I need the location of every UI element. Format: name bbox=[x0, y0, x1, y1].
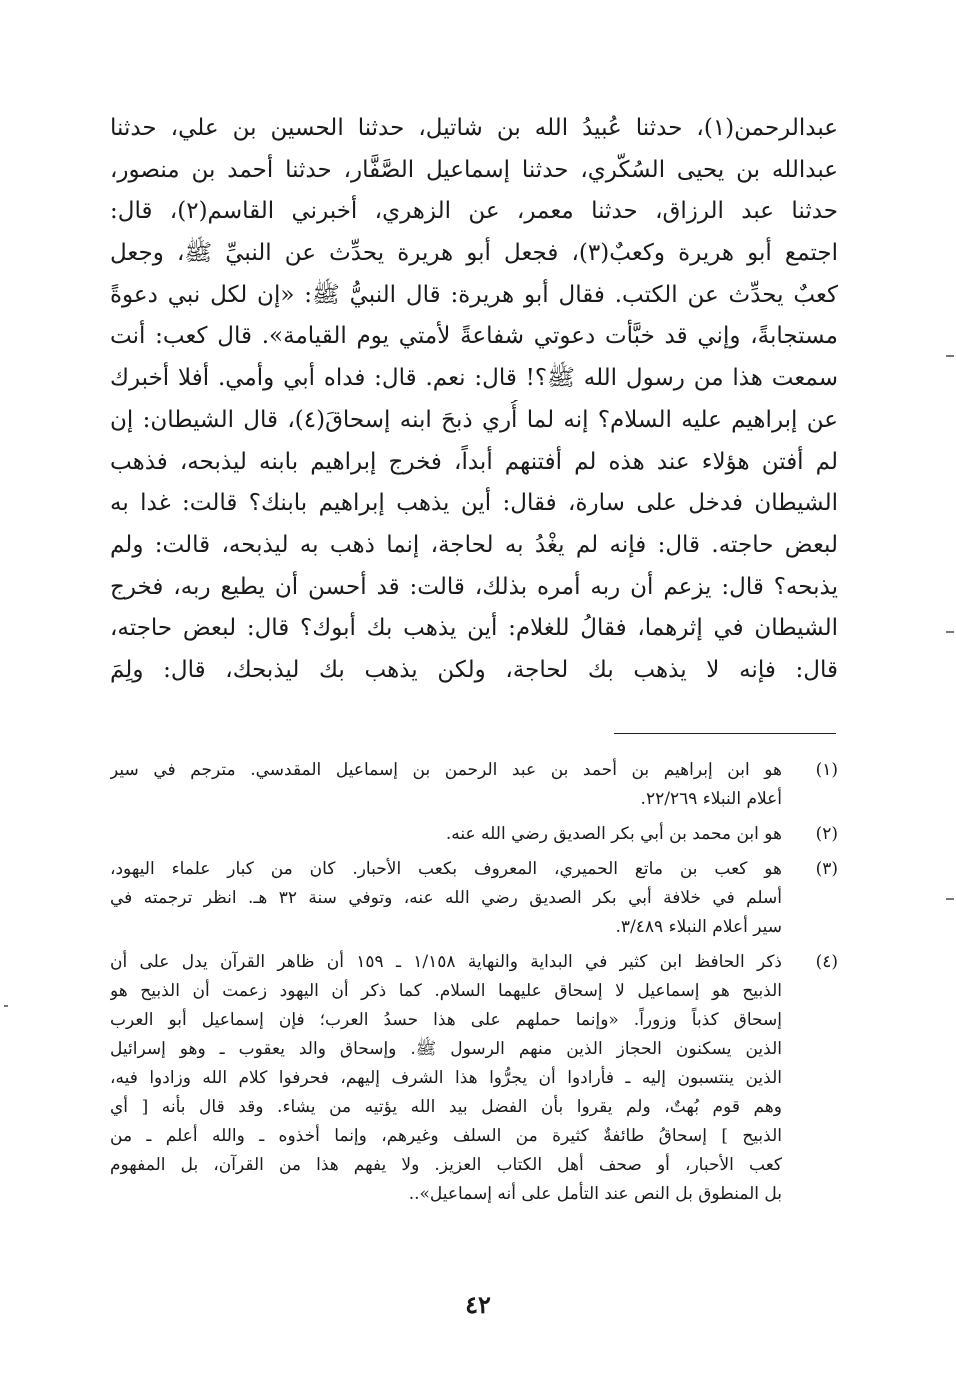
footnote bbox=[110, 948, 838, 1209]
footnote-line: بل المنطوق بل النص عند التأمل على أنه إسماعيل».. bbox=[408, 1184, 782, 1204]
text-line: عن إبراهيم عليه السلام؟ إنه لما أُري ذبحَ ابنه إسحاقَ(٤)، قال الشيطان: إن bbox=[110, 406, 838, 433]
footnote-line: إسحاق كذباً وزوراً. «وإنما حملهم على هذا حسدُ العرب؛ فإن إسماعيل أبو العرب bbox=[110, 1010, 782, 1030]
footnote-line: كعب الأحبار، أو صحف أهل الكتاب العزيز. ولا يفهم هذا من القرآن، بل المفهوم bbox=[110, 1155, 782, 1175]
footnote-line: الذبيح هو إسماعيل لا إسحاق عليهما السلام. كما ذكر أن اليهود زعمت أن الذبيح هو bbox=[110, 981, 782, 1001]
text-line: عبدالله بن يحيى السُكّري، حدثنا إسماعيل الصَّفَّار، حدثنا أحمد بن منصور، bbox=[110, 156, 838, 183]
footnote-line: أعلام النبلاء ٢٢/٢٦٩. bbox=[640, 789, 782, 809]
footnote bbox=[110, 756, 838, 814]
footnote-line: ذكر الحافظ ابن كثير في البداية والنهاية ١/١٥٨ ـ ١٥٩ أن ظاهر القرآن يدل على أن bbox=[110, 952, 782, 972]
text-line: سمعت هذا من رسول الله ﷺ؟! قال: نعم. قال: فداه أبي وأمي. أفلا أخبرك bbox=[110, 365, 838, 392]
text-line: لبعض حاجته. قال: فإنه لم يغْدُ به لحاجة، إنما ذهب به ليذبحه، قالت: ولم bbox=[110, 531, 838, 558]
footnote-line: الذين يسكنون الحجاز الذين منهم الرسول ﷺ. وإسحاق والد يعقوب ـ وهو إسرائيل bbox=[110, 1039, 782, 1059]
footnote-line: سير أعلام النبلاء ٣/٤٨٩. bbox=[615, 917, 782, 937]
text-line: كعبٌ يحدِّث عن الكتب. فقال أبو هريرة: قال النبيُّ ﷺ: «إن لكل نبي دعوةً bbox=[110, 281, 838, 308]
text-line: لم أفتن هؤلاء عند هذه لم أفتنهم أبداً، فخرج إبراهيم بابنه ليذبحه، فذهب bbox=[110, 448, 838, 475]
footnote-line: الذبيح ] إسحاقُ طائفةٌ كثيرة من السلف وغيرهم، وإنما أخذوه ـ والله أعلم ـ من bbox=[110, 1126, 782, 1146]
scan-mark bbox=[946, 631, 954, 633]
scan-mark bbox=[4, 1005, 8, 1007]
footnote bbox=[110, 855, 838, 942]
footnote-line: وهم قوم بُهتٌ، ولم يقروا بأن الفضل بيد الله يؤتيه من يشاء. وقد قال بأنه [ أي bbox=[110, 1097, 782, 1117]
footnote-line: هو ابن محمد بن أبي بكر الصديق رضي الله عنه. bbox=[445, 824, 782, 844]
text-line: حدثنا عبد الرزاق، حدثنا معمر، عن الزهري، أخبرني القاسم(٢)، قال: bbox=[110, 198, 838, 225]
footnotes bbox=[110, 756, 838, 1215]
footnote-number: (٢) bbox=[815, 824, 838, 844]
text-line: عبدالرحمن(١)، حدثنا عُبيدُ الله بن شاتيل، حدثنا الحسين بن علي، حدثنا bbox=[110, 115, 838, 141]
footnote-line: الذين ينتسبون إليه ـ فأرادوا أن يجرُّوا هذا الشرف إليهم، فحرفوا كلام الله وزادوا فيه، bbox=[110, 1068, 782, 1088]
scan-mark bbox=[946, 898, 954, 900]
text-line: اجتمع أبو هريرة وكعبٌ(٣)، فجعل أبو هريرة يحدِّث عن النبيِّ ﷺ، وجعل bbox=[110, 240, 838, 267]
footnote-separator bbox=[614, 733, 836, 734]
footnote bbox=[110, 820, 838, 849]
footnote-number: (١) bbox=[815, 760, 838, 780]
text-line: الشيطان في إثرهما، فقالُ للغلام: أين يذهب بك أبوك؟ قال: لبعض حاجته، bbox=[110, 615, 838, 642]
footnote-line: هو ابن إبراهيم بن أحمد بن عبد الرحمن بن إسماعيل المقدسي. مترجم في سير bbox=[110, 760, 782, 780]
scan-mark bbox=[946, 355, 954, 357]
footnote-number: (٣) bbox=[815, 859, 838, 879]
footnote-line: أسلم في خلافة أبي بكر الصديق رضي الله عنه، وتوفي سنة ٣٢ هـ. انظر ترجمته في bbox=[110, 888, 782, 908]
main-text bbox=[110, 108, 838, 692]
text-line: الشيطان فدخل على سارة، فقال: أين يذهب إبراهيم بابنك؟ قالت: غدا به bbox=[110, 490, 838, 517]
text-line: قال: فإنه لا يذهب بك لحاجة، ولكن يذهب بك ليذبحك، قال: ولِمَ bbox=[110, 656, 838, 683]
footnote-line: هو كعب بن ماتع الحميري، المعروف بكعب الأحبار. كان من كبار علماء اليهود، bbox=[110, 859, 782, 879]
text-line: مستجابةً، وإني قد خبَّأت دعوتي شفاعةً لأمتي يوم القيامة». قال كعب: أنت bbox=[110, 323, 838, 350]
footnote-number: (٤) bbox=[815, 952, 838, 972]
page-number: ٤٢ bbox=[465, 1290, 491, 1319]
text-line: يذبحه؟ قال: يزعم أن ربه أمره بذلك، قالت: قد أحسن أن يطيع ربه، فخرج bbox=[110, 573, 838, 600]
